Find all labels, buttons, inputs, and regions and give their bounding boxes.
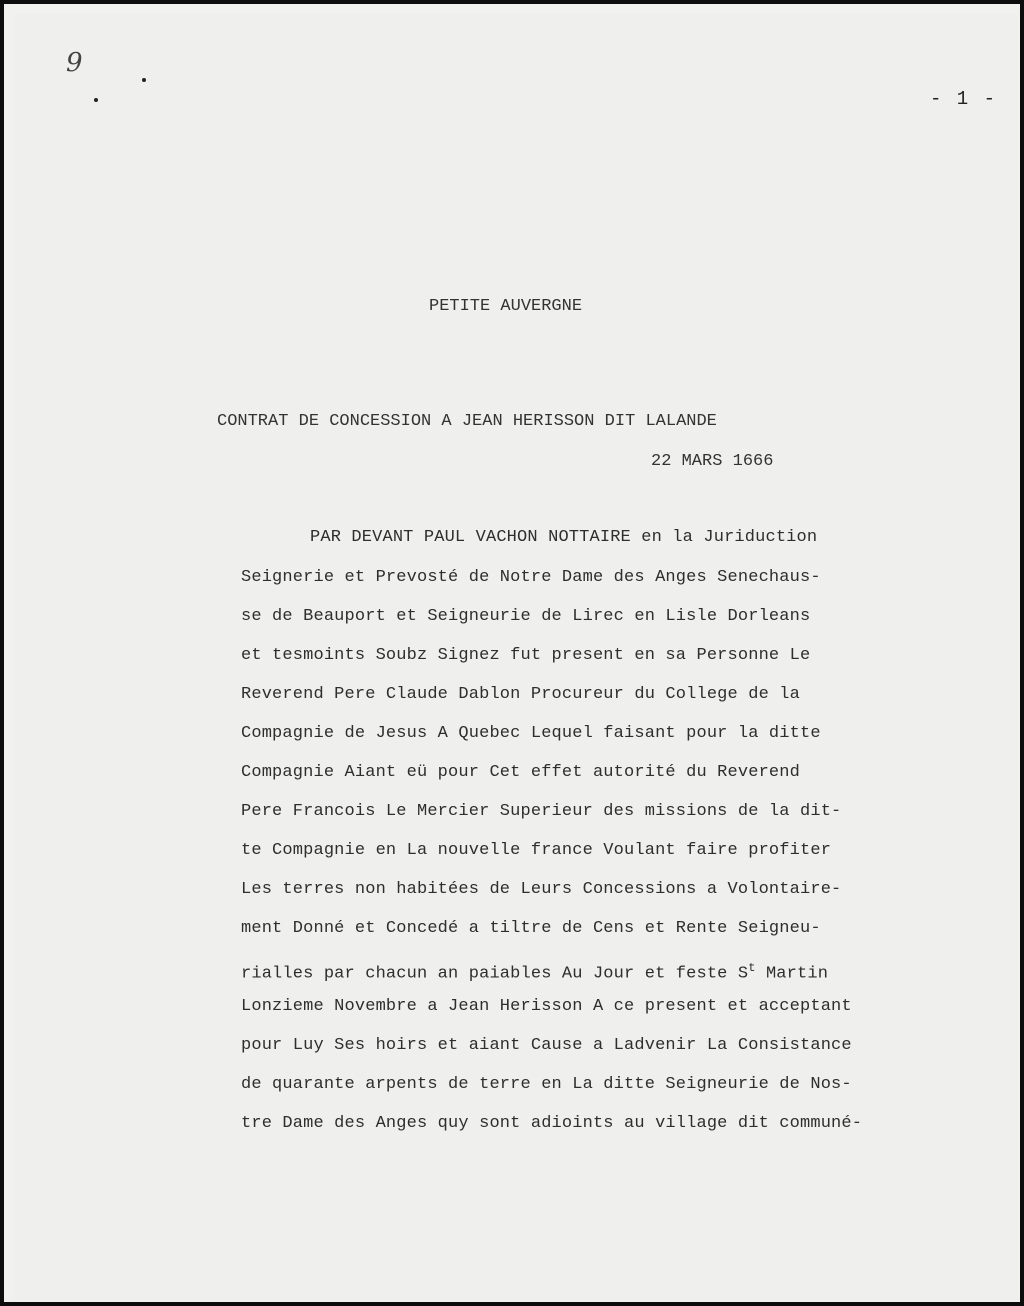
ink-dot xyxy=(142,78,146,82)
body-line-14: pour Luy Ses hoirs et aiant Cause a Ladvenir La Consistance xyxy=(241,1036,852,1055)
body-line-12 xyxy=(241,958,828,985)
body-line-2: Seignerie et Prevosté de Notre Dame des Anges Senechaus- xyxy=(241,568,821,587)
body-line-15: de quarante arpents de terre en La ditte Seigneurie de Nos- xyxy=(241,1075,852,1094)
body-line-8: Pere Francois Le Mercier Superieur des missions de la dit- xyxy=(241,802,842,821)
body-line-5: Reverend Pere Claude Dablon Procureur du College de la xyxy=(241,685,800,704)
typewritten-page xyxy=(14,14,1018,1300)
page-number: - 1 - xyxy=(930,88,998,110)
body-line-12-text: rialles par chacun an paiables Au Jour et feste S xyxy=(241,964,749,984)
body-line-4: et tesmoints Soubz Signez fut present en sa Personne Le xyxy=(241,646,811,665)
ink-dot xyxy=(94,98,98,102)
superscript-t: t xyxy=(748,961,756,975)
body-line-12-tail: Martin xyxy=(755,964,829,984)
body-line-13: Lonzieme Novembre a Jean Herisson A ce present et acceptant xyxy=(241,997,852,1016)
body-line-6: Compagnie de Jesus A Quebec Lequel faisant pour la ditte xyxy=(241,724,821,743)
handwritten-folio-mark: 9 xyxy=(66,48,83,78)
body-line-3: se de Beauport et Seigneurie de Lirec en Lisle Dorleans xyxy=(241,607,811,626)
body-line-9: te Compagnie en La nouvelle france Voulant faire profiter xyxy=(241,841,832,860)
body-line-11: ment Donné et Concedé a tiltre de Cens et Rente Seigneu- xyxy=(241,919,821,938)
page-title: PETITE AUVERGNE xyxy=(429,297,583,316)
contract-date: 22 MARS 1666 xyxy=(651,452,774,471)
body-line-7: Compagnie Aiant eü pour Cet effet autorité du Reverend xyxy=(241,763,800,782)
body-line-10: Les terres non habitées de Leurs Concessions a Volontaire- xyxy=(241,880,842,899)
body-line-16: tre Dame des Anges quy sont adioints au village dit communé- xyxy=(241,1114,863,1133)
body-line-1: PAR DEVANT PAUL VACHON NOTTAIRE en la Juriduction xyxy=(310,528,818,547)
contract-title: CONTRAT DE CONCESSION A JEAN HERISSON DIT LALANDE xyxy=(217,412,717,431)
